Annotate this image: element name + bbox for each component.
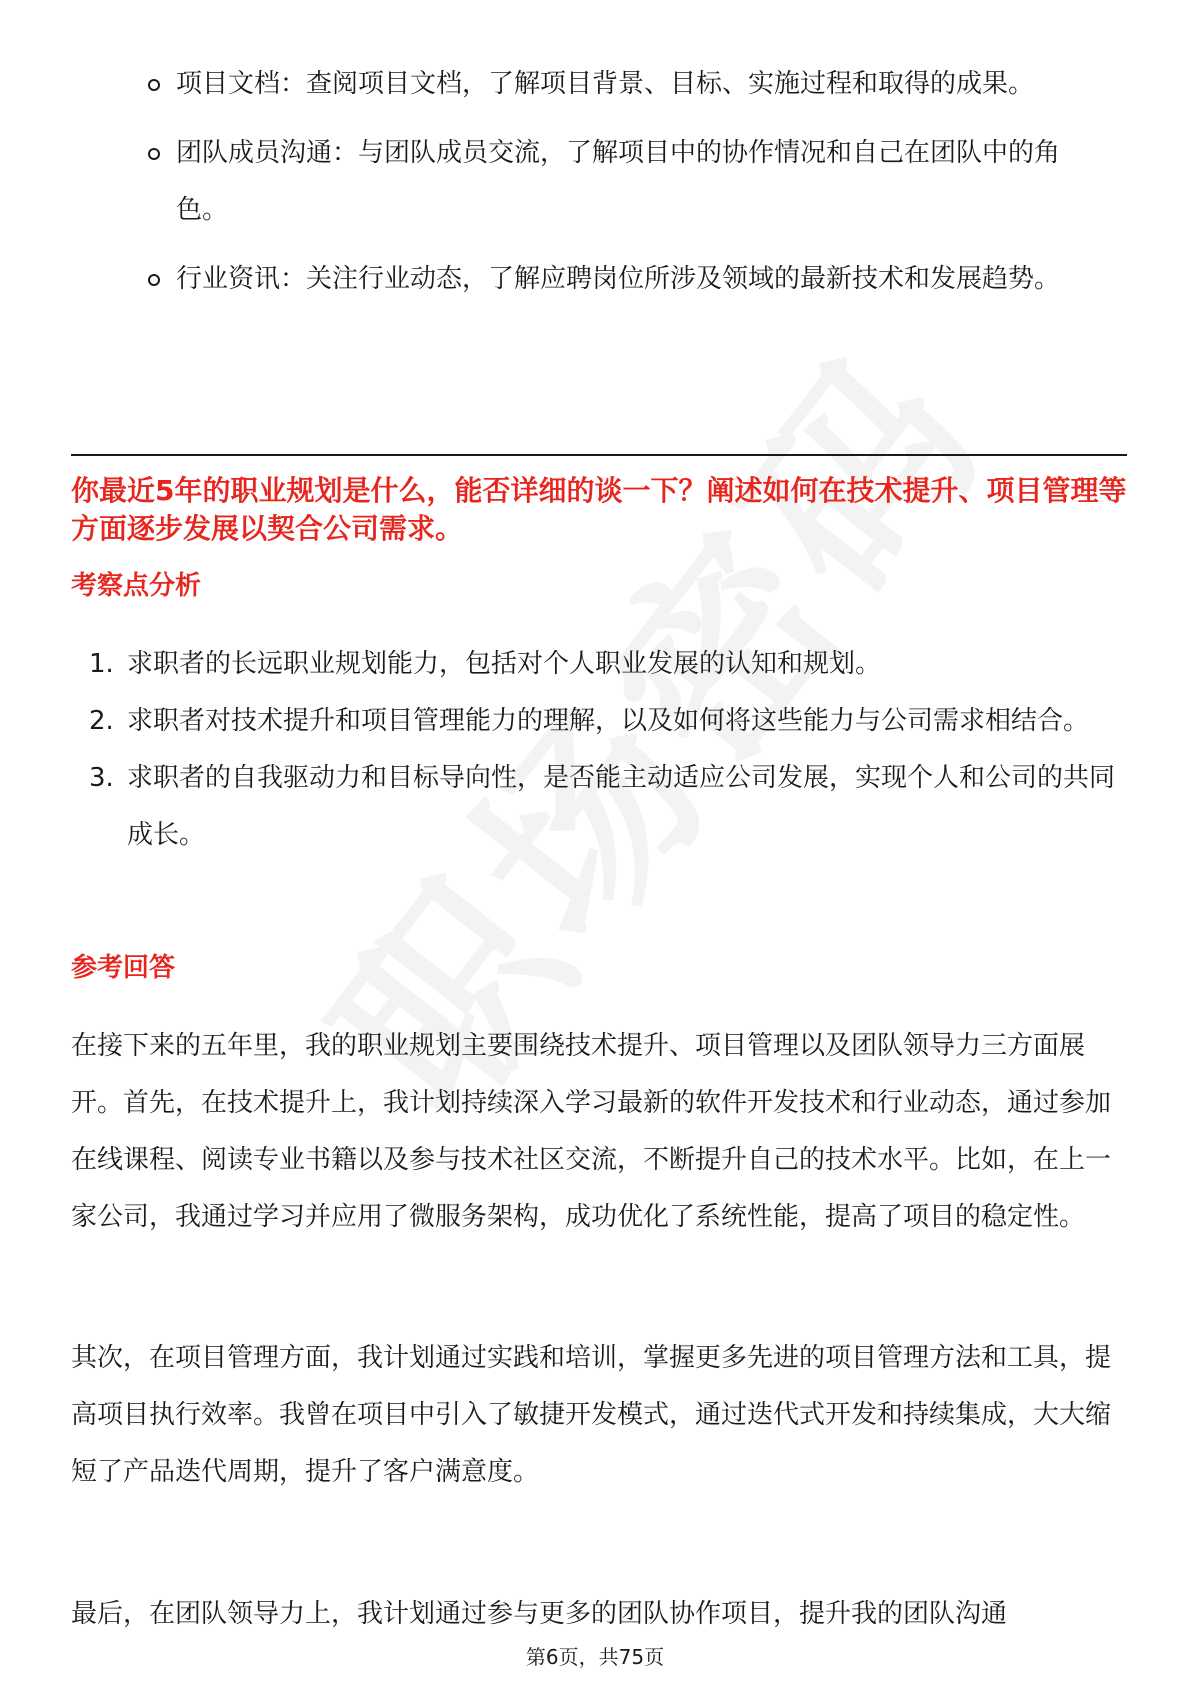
item-number: 3. xyxy=(89,763,114,793)
answer-heading: 参考回答 xyxy=(71,953,176,983)
bullet-item xyxy=(148,56,1108,113)
item-text: 求职者对技术提升和项目管理能力的理解，以及如何将这些能力与公司需求相结合。 xyxy=(127,706,1090,736)
analysis-item xyxy=(71,750,1131,864)
item-text: 求职者的长远职业规划能力，包括对个人职业发展的认知和规划。 xyxy=(127,649,882,679)
bullet-text: 团队成员沟通：与团队成员交流，了解项目中的协作情况和自己在团队中的角色。 xyxy=(176,138,1061,225)
top-bullet-list xyxy=(148,56,1108,320)
bullet-icon xyxy=(148,79,160,91)
item-number: 2. xyxy=(89,706,114,736)
question-heading: 你最近5年的职业规划是什么，能否详细的谈一下？阐述如何在技术提升、项目管理等方面逐步发展以契合公司需求。 xyxy=(71,474,1127,545)
bullet-item xyxy=(148,251,1108,308)
section-divider xyxy=(71,454,1127,456)
analysis-item xyxy=(71,636,1131,693)
analysis-list xyxy=(71,636,1131,864)
answer-paragraph: 其次，在项目管理方面，我计划通过实践和培训，掌握更多先进的项目管理方法和工具，提高项目执行效率。我曾在项目中引入了敏捷开发模式，通过迭代式开发和持续集成，大大缩短了产品迭代周期，提升了客户满意度。 xyxy=(71,1343,1112,1487)
bullet-text: 行业资讯：关注行业动态，了解应聘岗位所涉及领域的最新技术和发展趋势。 xyxy=(176,264,1061,294)
bullet-text: 项目文档：查阅项目文档，了解项目背景、目标、实施过程和取得的成果。 xyxy=(176,69,1035,99)
page-footer: 第6页，共75页 xyxy=(525,1645,665,1669)
item-text: 求职者的自我驱动力和目标导向性，是否能主动适应公司发展，实现个人和公司的共同成长。 xyxy=(127,763,1116,850)
analysis-item xyxy=(71,693,1131,750)
answer-paragraph: 在接下来的五年里，我的职业规划主要围绕技术提升、项目管理以及团队领导力三方面展开。首先，在技术提升上，我计划持续深入学习最新的软件开发技术和行业动态，通过参加在线课程、阅读专业书籍以及参与技术社区交流，不断提升自己的技术水平。比如，在上一家公司，我通过学习并应用了微服务架构，成功优化了系统性能，提高了项目的稳定性。 xyxy=(71,1031,1112,1232)
bullet-item xyxy=(148,125,1108,239)
item-number: 1. xyxy=(89,649,114,679)
answer-paragraph: 最后，在团队领导力上，我计划通过参与更多的团队协作项目，提升我的团队沟通 xyxy=(71,1599,1008,1629)
bullet-icon xyxy=(148,148,160,160)
bullet-icon xyxy=(148,274,160,286)
analysis-heading: 考察点分析 xyxy=(71,571,202,601)
